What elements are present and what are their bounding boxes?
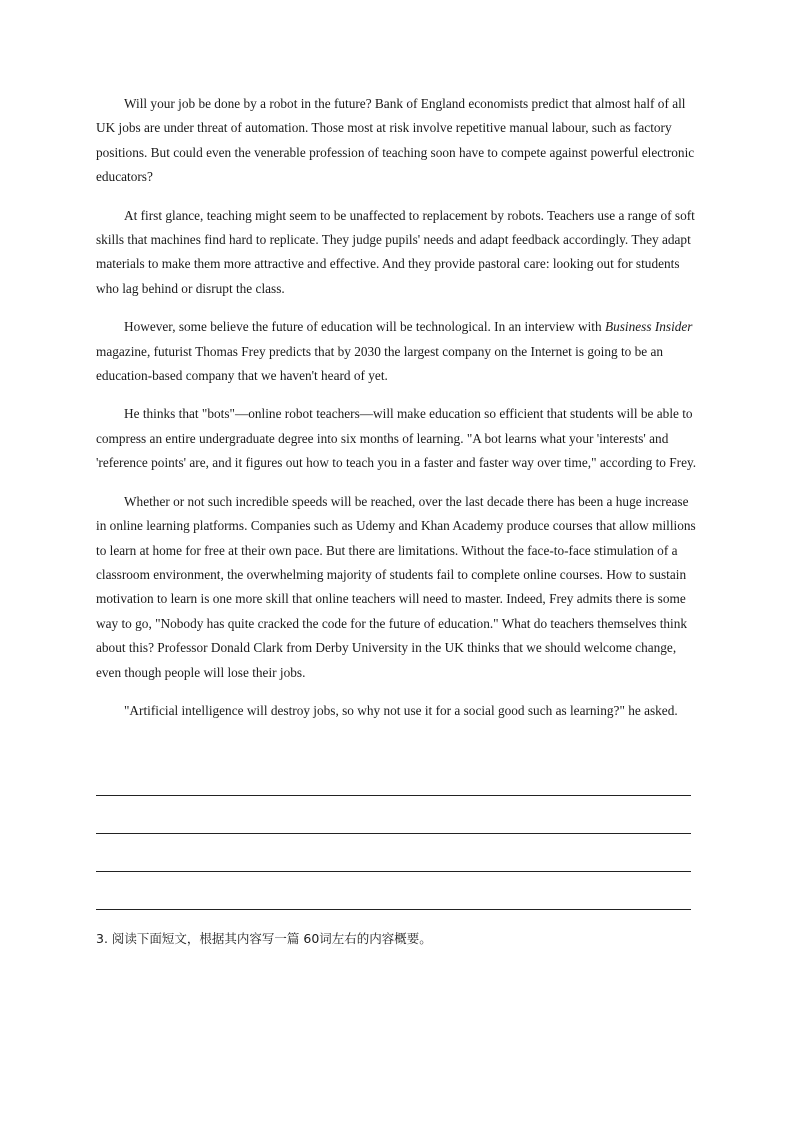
answer-line[interactable] [96, 871, 691, 872]
paragraph-4: He thinks that "bots"—online robot teachers—will make education so efficient that students will be able to compress an entire undergraduate degree into six months of learning. "A bot learns what your 'interests' and 'reference points' are, and it figures out how to teach you in a faster and faster way over time," according to Frey. [96, 406, 697, 471]
reading-passage [96, 92, 700, 737]
paragraph-3-text-b: magazine, futurist Thomas Frey predicts that by 2030 the largest company on the Internet is going to be an education-based company that we haven't heard of yet. [96, 343, 664, 384]
answer-line[interactable] [96, 833, 691, 834]
paragraph-5: Whether or not such incredible speeds will be reached, over the last decade there has been a huge increase in online learning platforms. Companies such as Udemy and Khan Academy produce courses that allow millions to learn at home for free at their own pace. But there are limitations. Without the face-to-face stimulation of a classroom environment, the overwhelming majority of students fail to complete online courses. How to sustain motivation to learn is one more skill that online teachers will need to master. Indeed, Frey admits there is some way to go, "Nobody has quite cracked the code for the future of education." What do teachers themselves think about this? Professor Donald Clark from Derby University in the UK thinks that we should welcome change, even though people will lose their jobs. [96, 493, 696, 680]
answer-line[interactable] [96, 795, 691, 796]
paragraph-6: "Artificial intelligence will destroy jobs, so why not use it for a social good such as learning?" he asked. [124, 702, 678, 718]
answer-area[interactable] [96, 795, 691, 947]
next-question-prompt: 3. 阅读下面短文，根据其内容写一篇 60词左右的内容概要。 [96, 931, 432, 946]
paragraph-1: Will your job be done by a robot in the future? Bank of England economists predict that almost half of all UK jobs are under threat of automation. Those most at risk involve repetitive manual labour, such as factory positions. But could even the venerable profession of teaching soon have to compete against powerful electronic educators? [96, 96, 695, 185]
magazine-title: Business Insider [604, 319, 693, 335]
paragraph-3-text-a: However, some believe the future of education will be technological. In an interview with [124, 319, 605, 335]
paragraph-2: At first glance, teaching might seem to be unaffected to replacement by robots. Teachers use a range of soft skills that machines find hard to replicate. They judge pupils' needs and adapt feedback accordingly. They adapt materials to make them more attractive and effective. And they provide pastoral care: looking out for students who lag behind or disrupt the class. [96, 207, 695, 296]
paragraph-3 [96, 315, 700, 388]
answer-line[interactable] [96, 909, 691, 910]
